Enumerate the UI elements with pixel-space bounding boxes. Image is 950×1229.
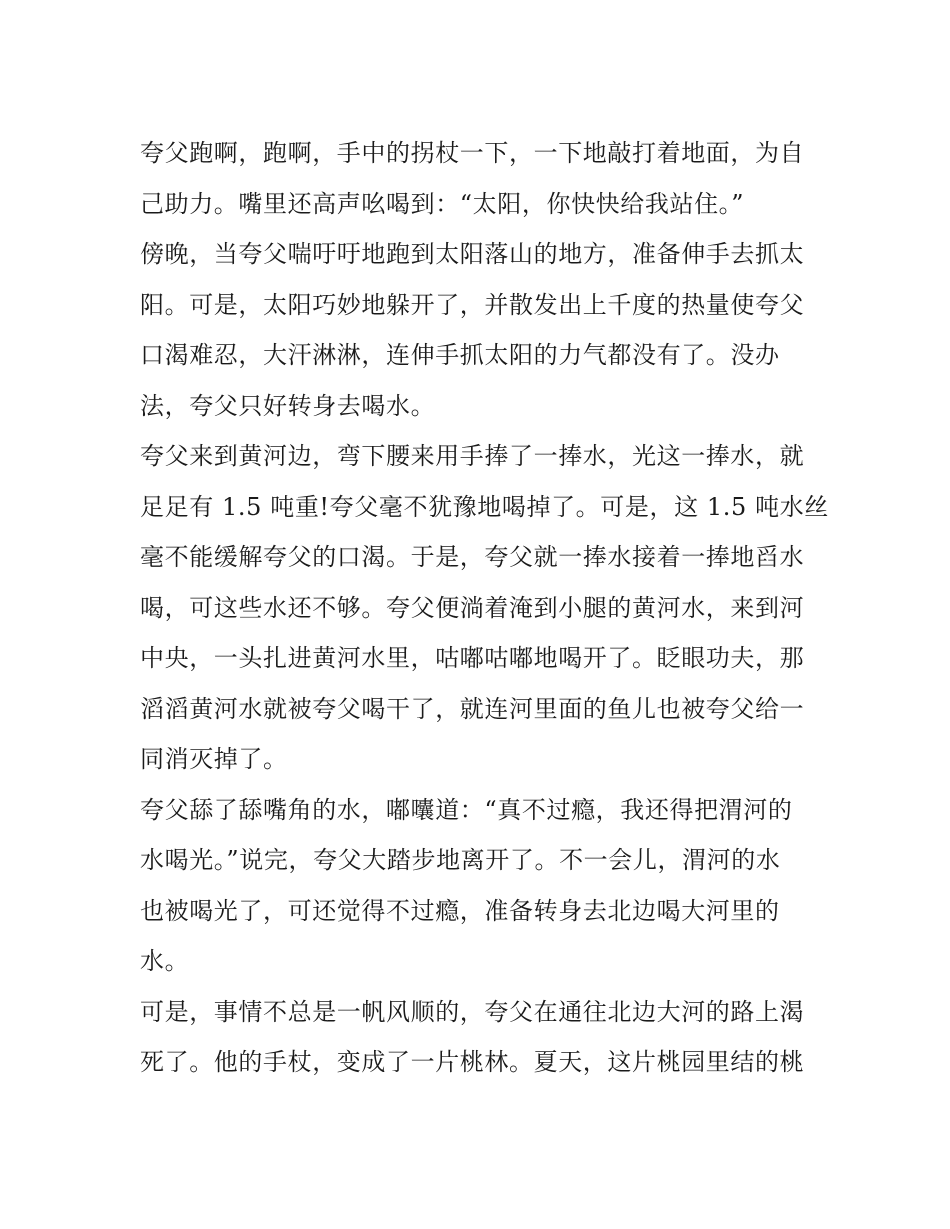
text-line: 足足有 1.5 吨重!夸父毫不犹豫地喝掉了。可是，这 1.5 吨水丝: [140, 492, 829, 521]
text-line: 傍晚，当夸父喘吁吁地跑到太阳落山的地方，准备伸手去抓太: [140, 240, 805, 268]
text-line: 夸父跑啊，跑啊，手中的拐杖一下，一下地敲打着地面，为自: [140, 139, 805, 167]
text-line: 阳。可是，太阳巧妙地躲开了，并散发出上千度的热量使夸父: [140, 290, 805, 319]
story-text: [140, 128, 840, 1088]
text-line: 滔滔黄河水就被夸父喝干了，就连河里面的鱼儿也被夸父给一: [140, 694, 805, 723]
text-line: 水喝光。”说完，夸父大踏步地离开了。不一会儿，渭河的水: [140, 846, 781, 874]
text-line: 毫不能缓解夸父的口渴。于是，夸父就一捧水接着一捧地舀水: [140, 543, 805, 571]
text-line: 夸父来到黄河边，弯下腰来用手捧了一捧水，光这一捧水，就: [140, 442, 805, 470]
text-line: 喝，可这些水还不够。夸父便淌着淹到小腿的黄河水，来到河: [140, 593, 805, 622]
text-line: 同消灭掉了。: [140, 745, 288, 773]
text-line: 也被喝光了，可还觉得不过瘾，准备转身去北边喝大河里的: [140, 896, 780, 925]
text-line: 可是，事情不总是一帆风顺的，夸父在通往北边大河的路上渴: [140, 997, 805, 1026]
text-line: 己助力。嘴里还高声吆喝到：“太阳，你快快给我站住。”: [140, 189, 745, 218]
text-line: 水。: [140, 947, 190, 975]
text-line: 中央，一头扎进黄河水里，咕嘟咕嘟地喝开了。眨眼功夫，那: [140, 644, 805, 672]
text-line: 夸父舔了舔嘴角的水，嘟囔道：“真不过瘾，我还得把渭河的: [140, 795, 793, 824]
text-line: 法，夸父只好转身去喝水。: [140, 391, 436, 420]
text-line: 死了。他的手杖，变成了一片桃林。夏天，这片桃园里结的桃: [140, 1048, 805, 1076]
text-line: 口渴难忍，大汗淋淋，连伸手抓太阳的力气都没有了。没办: [140, 341, 780, 369]
